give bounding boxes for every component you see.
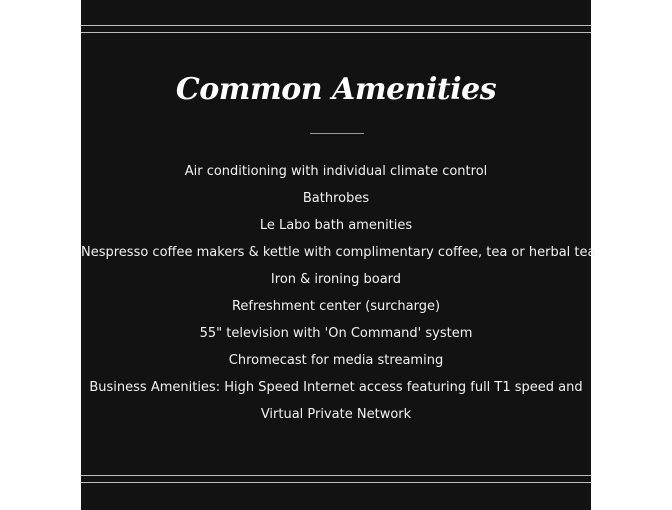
list-item: Le Labo bath amenities — [259, 218, 413, 233]
list-item: Air conditioning with individual climate control — [184, 164, 488, 179]
top-rule-inner — [81, 32, 591, 33]
title-divider — [310, 133, 364, 134]
list-item: Nespresso coffee makers & kettle with complimentary coffee, tea or herbal tea — [81, 245, 596, 260]
bottom-rule-outer — [81, 482, 591, 483]
list-item: Virtual Private Network — [260, 407, 412, 422]
list-item: 55" television with 'On Command' system — [199, 326, 473, 341]
list-item: Bathrobes — [302, 191, 370, 206]
bottom-rule-inner — [81, 475, 591, 476]
list-item: Business Amenities: High Speed Internet access featuring full T1 speed and — [89, 380, 583, 395]
list-item: Chromecast for media streaming — [228, 353, 444, 368]
page-title: Common Amenities — [175, 72, 497, 107]
amenities-panel — [81, 0, 596, 510]
list-item: Refreshment center (surcharge) — [231, 299, 441, 314]
list-item: Iron & ironing board — [270, 272, 402, 287]
amenities-list — [81, 158, 596, 428]
top-rule-outer — [81, 25, 591, 26]
